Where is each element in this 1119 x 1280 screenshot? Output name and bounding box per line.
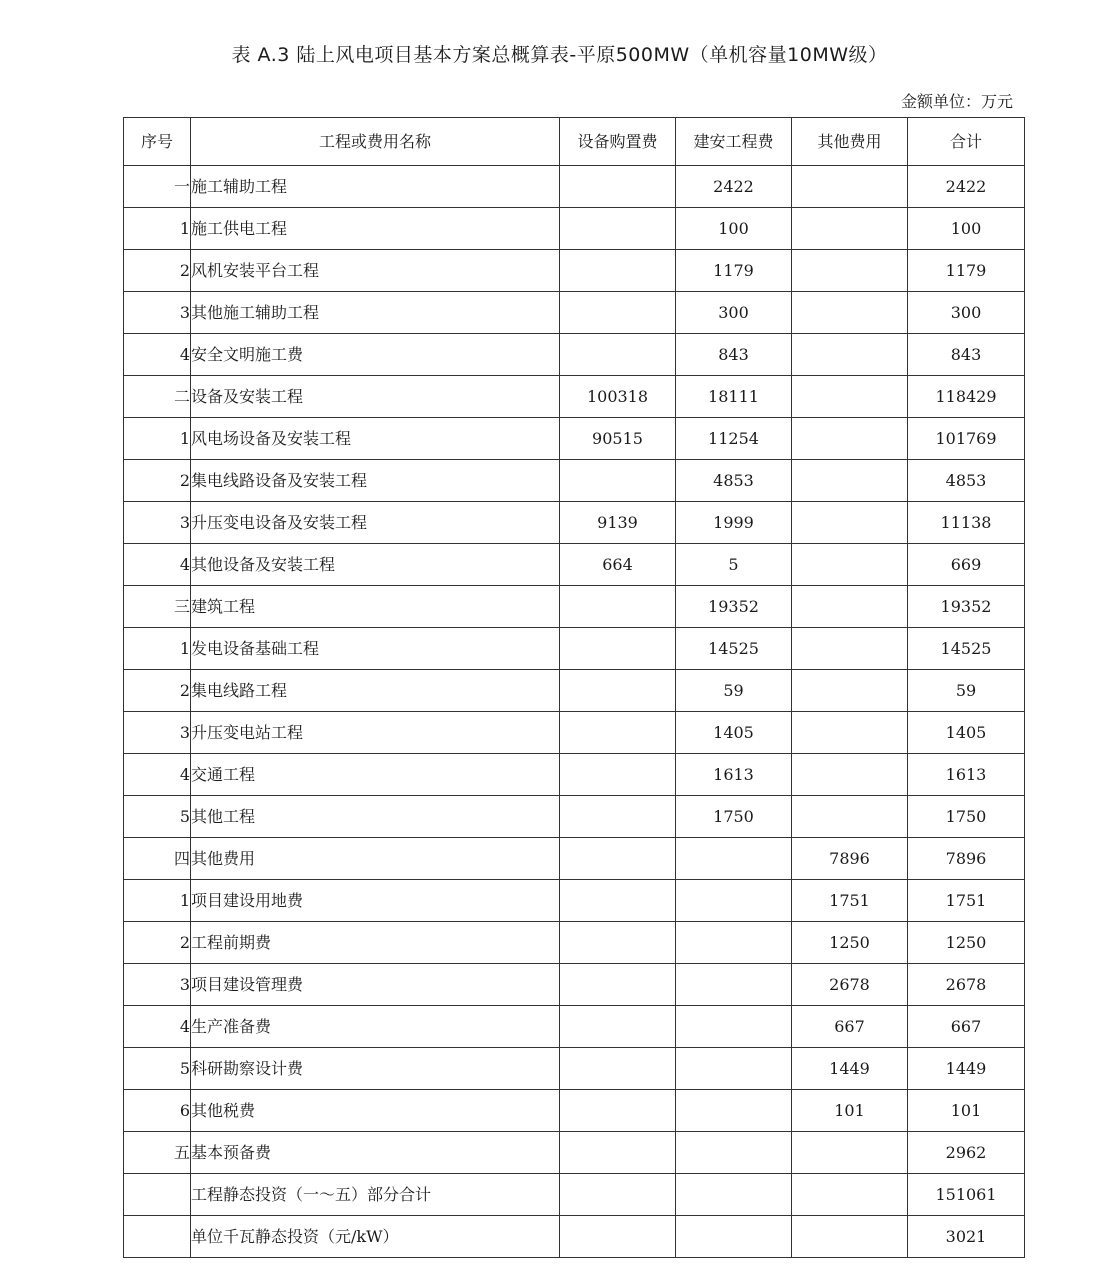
serial-no-cell: 1 bbox=[124, 880, 191, 922]
table-row bbox=[124, 208, 1025, 250]
equipment-cost-cell bbox=[560, 880, 676, 922]
serial-no-cell: 五 bbox=[124, 1132, 191, 1174]
total-cell: 669 bbox=[908, 544, 1025, 586]
table-row bbox=[124, 1174, 1025, 1216]
table-row bbox=[124, 544, 1025, 586]
item-name-cell: 集电线路工程 bbox=[191, 670, 560, 712]
item-name-cell: 单位千瓦静态投资（元/kW） bbox=[191, 1216, 560, 1258]
table-row bbox=[124, 1090, 1025, 1132]
equipment-cost-cell bbox=[560, 964, 676, 1006]
item-name-cell: 其他施工辅助工程 bbox=[191, 292, 560, 334]
other-cost-cell bbox=[792, 1216, 908, 1258]
construction-cost-cell bbox=[676, 880, 792, 922]
equipment-cost-cell bbox=[560, 670, 676, 712]
total-cell: 2422 bbox=[908, 166, 1025, 208]
construction-cost-cell: 4853 bbox=[676, 460, 792, 502]
total-cell: 1613 bbox=[908, 754, 1025, 796]
equipment-cost-cell bbox=[560, 1090, 676, 1132]
construction-cost-cell bbox=[676, 1090, 792, 1132]
equipment-cost-cell: 664 bbox=[560, 544, 676, 586]
serial-no-cell: 5 bbox=[124, 796, 191, 838]
table-row bbox=[124, 166, 1025, 208]
construction-cost-cell: 100 bbox=[676, 208, 792, 250]
total-cell: 1751 bbox=[908, 880, 1025, 922]
other-cost-cell bbox=[792, 1174, 908, 1216]
other-cost-cell bbox=[792, 586, 908, 628]
serial-no-cell: 4 bbox=[124, 1006, 191, 1048]
equipment-cost-cell: 90515 bbox=[560, 418, 676, 460]
item-name-cell: 施工辅助工程 bbox=[191, 166, 560, 208]
total-cell: 19352 bbox=[908, 586, 1025, 628]
item-name-cell: 工程前期费 bbox=[191, 922, 560, 964]
equipment-cost-cell bbox=[560, 250, 676, 292]
total-cell: 667 bbox=[908, 1006, 1025, 1048]
table-row bbox=[124, 1006, 1025, 1048]
other-cost-cell bbox=[792, 376, 908, 418]
other-cost-cell bbox=[792, 334, 908, 376]
total-cell: 1179 bbox=[908, 250, 1025, 292]
serial-no-cell: 一 bbox=[124, 166, 191, 208]
equipment-cost-cell bbox=[560, 712, 676, 754]
serial-no-cell: 二 bbox=[124, 376, 191, 418]
serial-no-cell: 3 bbox=[124, 712, 191, 754]
table-title: 表 A.3 陆上风电项目基本方案总概算表-平原500MW（单机容量10MW级） bbox=[231, 44, 888, 66]
item-name-cell: 其他费用 bbox=[191, 838, 560, 880]
total-cell: 1250 bbox=[908, 922, 1025, 964]
total-cell: 1405 bbox=[908, 712, 1025, 754]
equipment-cost-cell bbox=[560, 1006, 676, 1048]
item-name-cell: 工程静态投资（一～五）部分合计 bbox=[191, 1174, 560, 1216]
total-cell: 101 bbox=[908, 1090, 1025, 1132]
total-cell: 2678 bbox=[908, 964, 1025, 1006]
construction-cost-cell bbox=[676, 838, 792, 880]
other-cost-cell: 667 bbox=[792, 1006, 908, 1048]
total-cell: 300 bbox=[908, 292, 1025, 334]
header-serial-no: 序号 bbox=[124, 118, 191, 166]
other-cost-cell: 1751 bbox=[792, 880, 908, 922]
construction-cost-cell bbox=[676, 1048, 792, 1090]
header-construction-cost: 建安工程费 bbox=[676, 118, 792, 166]
item-name-cell: 项目建设管理费 bbox=[191, 964, 560, 1006]
construction-cost-cell: 11254 bbox=[676, 418, 792, 460]
other-cost-cell: 1250 bbox=[792, 922, 908, 964]
total-cell: 101769 bbox=[908, 418, 1025, 460]
table-row bbox=[124, 754, 1025, 796]
table-row bbox=[124, 880, 1025, 922]
item-name-cell: 其他设备及安装工程 bbox=[191, 544, 560, 586]
construction-cost-cell: 1405 bbox=[676, 712, 792, 754]
construction-cost-cell: 1999 bbox=[676, 502, 792, 544]
construction-cost-cell: 59 bbox=[676, 670, 792, 712]
table-row bbox=[124, 292, 1025, 334]
item-name-cell: 升压变电站工程 bbox=[191, 712, 560, 754]
item-name-cell: 发电设备基础工程 bbox=[191, 628, 560, 670]
item-name-cell: 施工供电工程 bbox=[191, 208, 560, 250]
serial-no-cell: 4 bbox=[124, 754, 191, 796]
total-cell: 118429 bbox=[908, 376, 1025, 418]
item-name-cell: 风电场设备及安装工程 bbox=[191, 418, 560, 460]
equipment-cost-cell bbox=[560, 208, 676, 250]
other-cost-cell: 1449 bbox=[792, 1048, 908, 1090]
item-name-cell: 科研勘察设计费 bbox=[191, 1048, 560, 1090]
table-row bbox=[124, 460, 1025, 502]
other-cost-cell: 2678 bbox=[792, 964, 908, 1006]
item-name-cell: 集电线路设备及安装工程 bbox=[191, 460, 560, 502]
header-item-name: 工程或费用名称 bbox=[191, 118, 560, 166]
other-cost-cell bbox=[792, 502, 908, 544]
other-cost-cell bbox=[792, 754, 908, 796]
item-name-cell: 项目建设用地费 bbox=[191, 880, 560, 922]
serial-no-cell: 2 bbox=[124, 460, 191, 502]
total-cell: 4853 bbox=[908, 460, 1025, 502]
other-cost-cell bbox=[792, 628, 908, 670]
serial-no-cell: 1 bbox=[124, 418, 191, 460]
header-equipment-cost: 设备购置费 bbox=[560, 118, 676, 166]
other-cost-cell bbox=[792, 418, 908, 460]
serial-no-cell bbox=[124, 1216, 191, 1258]
amount-unit-label: 金额单位：万元 bbox=[900, 92, 1013, 111]
total-cell: 14525 bbox=[908, 628, 1025, 670]
serial-no-cell: 3 bbox=[124, 292, 191, 334]
equipment-cost-cell bbox=[560, 292, 676, 334]
table-row bbox=[124, 1216, 1025, 1258]
header-other-cost: 其他费用 bbox=[792, 118, 908, 166]
serial-no-cell: 3 bbox=[124, 502, 191, 544]
table-row bbox=[124, 1132, 1025, 1174]
header-row bbox=[124, 118, 1025, 166]
equipment-cost-cell bbox=[560, 1174, 676, 1216]
construction-cost-cell: 19352 bbox=[676, 586, 792, 628]
serial-no-cell: 2 bbox=[124, 922, 191, 964]
serial-no-cell: 4 bbox=[124, 334, 191, 376]
equipment-cost-cell bbox=[560, 922, 676, 964]
other-cost-cell: 101 bbox=[792, 1090, 908, 1132]
other-cost-cell bbox=[792, 712, 908, 754]
other-cost-cell bbox=[792, 208, 908, 250]
serial-no-cell: 四 bbox=[124, 838, 191, 880]
construction-cost-cell: 1613 bbox=[676, 754, 792, 796]
total-cell: 100 bbox=[908, 208, 1025, 250]
item-name-cell: 升压变电设备及安装工程 bbox=[191, 502, 560, 544]
other-cost-cell bbox=[792, 1132, 908, 1174]
table-row bbox=[124, 796, 1025, 838]
construction-cost-cell: 1179 bbox=[676, 250, 792, 292]
table-row bbox=[124, 670, 1025, 712]
serial-no-cell: 6 bbox=[124, 1090, 191, 1132]
construction-cost-cell: 18111 bbox=[676, 376, 792, 418]
other-cost-cell: 7896 bbox=[792, 838, 908, 880]
total-cell: 1750 bbox=[908, 796, 1025, 838]
equipment-cost-cell bbox=[560, 1216, 676, 1258]
total-cell: 59 bbox=[908, 670, 1025, 712]
table-row bbox=[124, 418, 1025, 460]
other-cost-cell bbox=[792, 292, 908, 334]
serial-no-cell: 三 bbox=[124, 586, 191, 628]
serial-no-cell: 2 bbox=[124, 670, 191, 712]
item-name-cell: 建筑工程 bbox=[191, 586, 560, 628]
construction-cost-cell bbox=[676, 1216, 792, 1258]
construction-cost-cell: 843 bbox=[676, 334, 792, 376]
construction-cost-cell: 1750 bbox=[676, 796, 792, 838]
construction-cost-cell bbox=[676, 964, 792, 1006]
serial-no-cell: 4 bbox=[124, 544, 191, 586]
table-row bbox=[124, 838, 1025, 880]
serial-no-cell: 1 bbox=[124, 628, 191, 670]
equipment-cost-cell bbox=[560, 166, 676, 208]
table-row bbox=[124, 1048, 1025, 1090]
header-total: 合计 bbox=[908, 118, 1025, 166]
total-cell: 7896 bbox=[908, 838, 1025, 880]
equipment-cost-cell bbox=[560, 460, 676, 502]
table-row bbox=[124, 922, 1025, 964]
other-cost-cell bbox=[792, 250, 908, 292]
cost-estimate-table bbox=[123, 117, 1025, 1258]
equipment-cost-cell bbox=[560, 796, 676, 838]
equipment-cost-cell bbox=[560, 586, 676, 628]
table-row bbox=[124, 376, 1025, 418]
construction-cost-cell: 5 bbox=[676, 544, 792, 586]
serial-no-cell: 5 bbox=[124, 1048, 191, 1090]
other-cost-cell bbox=[792, 544, 908, 586]
other-cost-cell bbox=[792, 796, 908, 838]
total-cell: 3021 bbox=[908, 1216, 1025, 1258]
equipment-cost-cell: 9139 bbox=[560, 502, 676, 544]
total-cell: 1449 bbox=[908, 1048, 1025, 1090]
construction-cost-cell bbox=[676, 1174, 792, 1216]
table-row bbox=[124, 334, 1025, 376]
construction-cost-cell bbox=[676, 1006, 792, 1048]
construction-cost-cell bbox=[676, 1132, 792, 1174]
item-name-cell: 生产准备费 bbox=[191, 1006, 560, 1048]
equipment-cost-cell bbox=[560, 1048, 676, 1090]
construction-cost-cell: 2422 bbox=[676, 166, 792, 208]
other-cost-cell bbox=[792, 460, 908, 502]
item-name-cell: 设备及安装工程 bbox=[191, 376, 560, 418]
serial-no-cell: 3 bbox=[124, 964, 191, 1006]
table-row bbox=[124, 628, 1025, 670]
table-row bbox=[124, 502, 1025, 544]
other-cost-cell bbox=[792, 670, 908, 712]
serial-no-cell: 1 bbox=[124, 208, 191, 250]
table-row bbox=[124, 964, 1025, 1006]
equipment-cost-cell: 100318 bbox=[560, 376, 676, 418]
total-cell: 151061 bbox=[908, 1174, 1025, 1216]
other-cost-cell bbox=[792, 166, 908, 208]
construction-cost-cell: 14525 bbox=[676, 628, 792, 670]
table-row bbox=[124, 712, 1025, 754]
item-name-cell: 其他税费 bbox=[191, 1090, 560, 1132]
item-name-cell: 风机安装平台工程 bbox=[191, 250, 560, 292]
equipment-cost-cell bbox=[560, 628, 676, 670]
item-name-cell: 交通工程 bbox=[191, 754, 560, 796]
serial-no-cell bbox=[124, 1174, 191, 1216]
item-name-cell: 安全文明施工费 bbox=[191, 334, 560, 376]
equipment-cost-cell bbox=[560, 838, 676, 880]
serial-no-cell: 2 bbox=[124, 250, 191, 292]
item-name-cell: 基本预备费 bbox=[191, 1132, 560, 1174]
total-cell: 843 bbox=[908, 334, 1025, 376]
equipment-cost-cell bbox=[560, 1132, 676, 1174]
construction-cost-cell: 300 bbox=[676, 292, 792, 334]
total-cell: 2962 bbox=[908, 1132, 1025, 1174]
table-row bbox=[124, 586, 1025, 628]
item-name-cell: 其他工程 bbox=[191, 796, 560, 838]
table-row bbox=[124, 250, 1025, 292]
total-cell: 11138 bbox=[908, 502, 1025, 544]
equipment-cost-cell bbox=[560, 334, 676, 376]
construction-cost-cell bbox=[676, 922, 792, 964]
equipment-cost-cell bbox=[560, 754, 676, 796]
